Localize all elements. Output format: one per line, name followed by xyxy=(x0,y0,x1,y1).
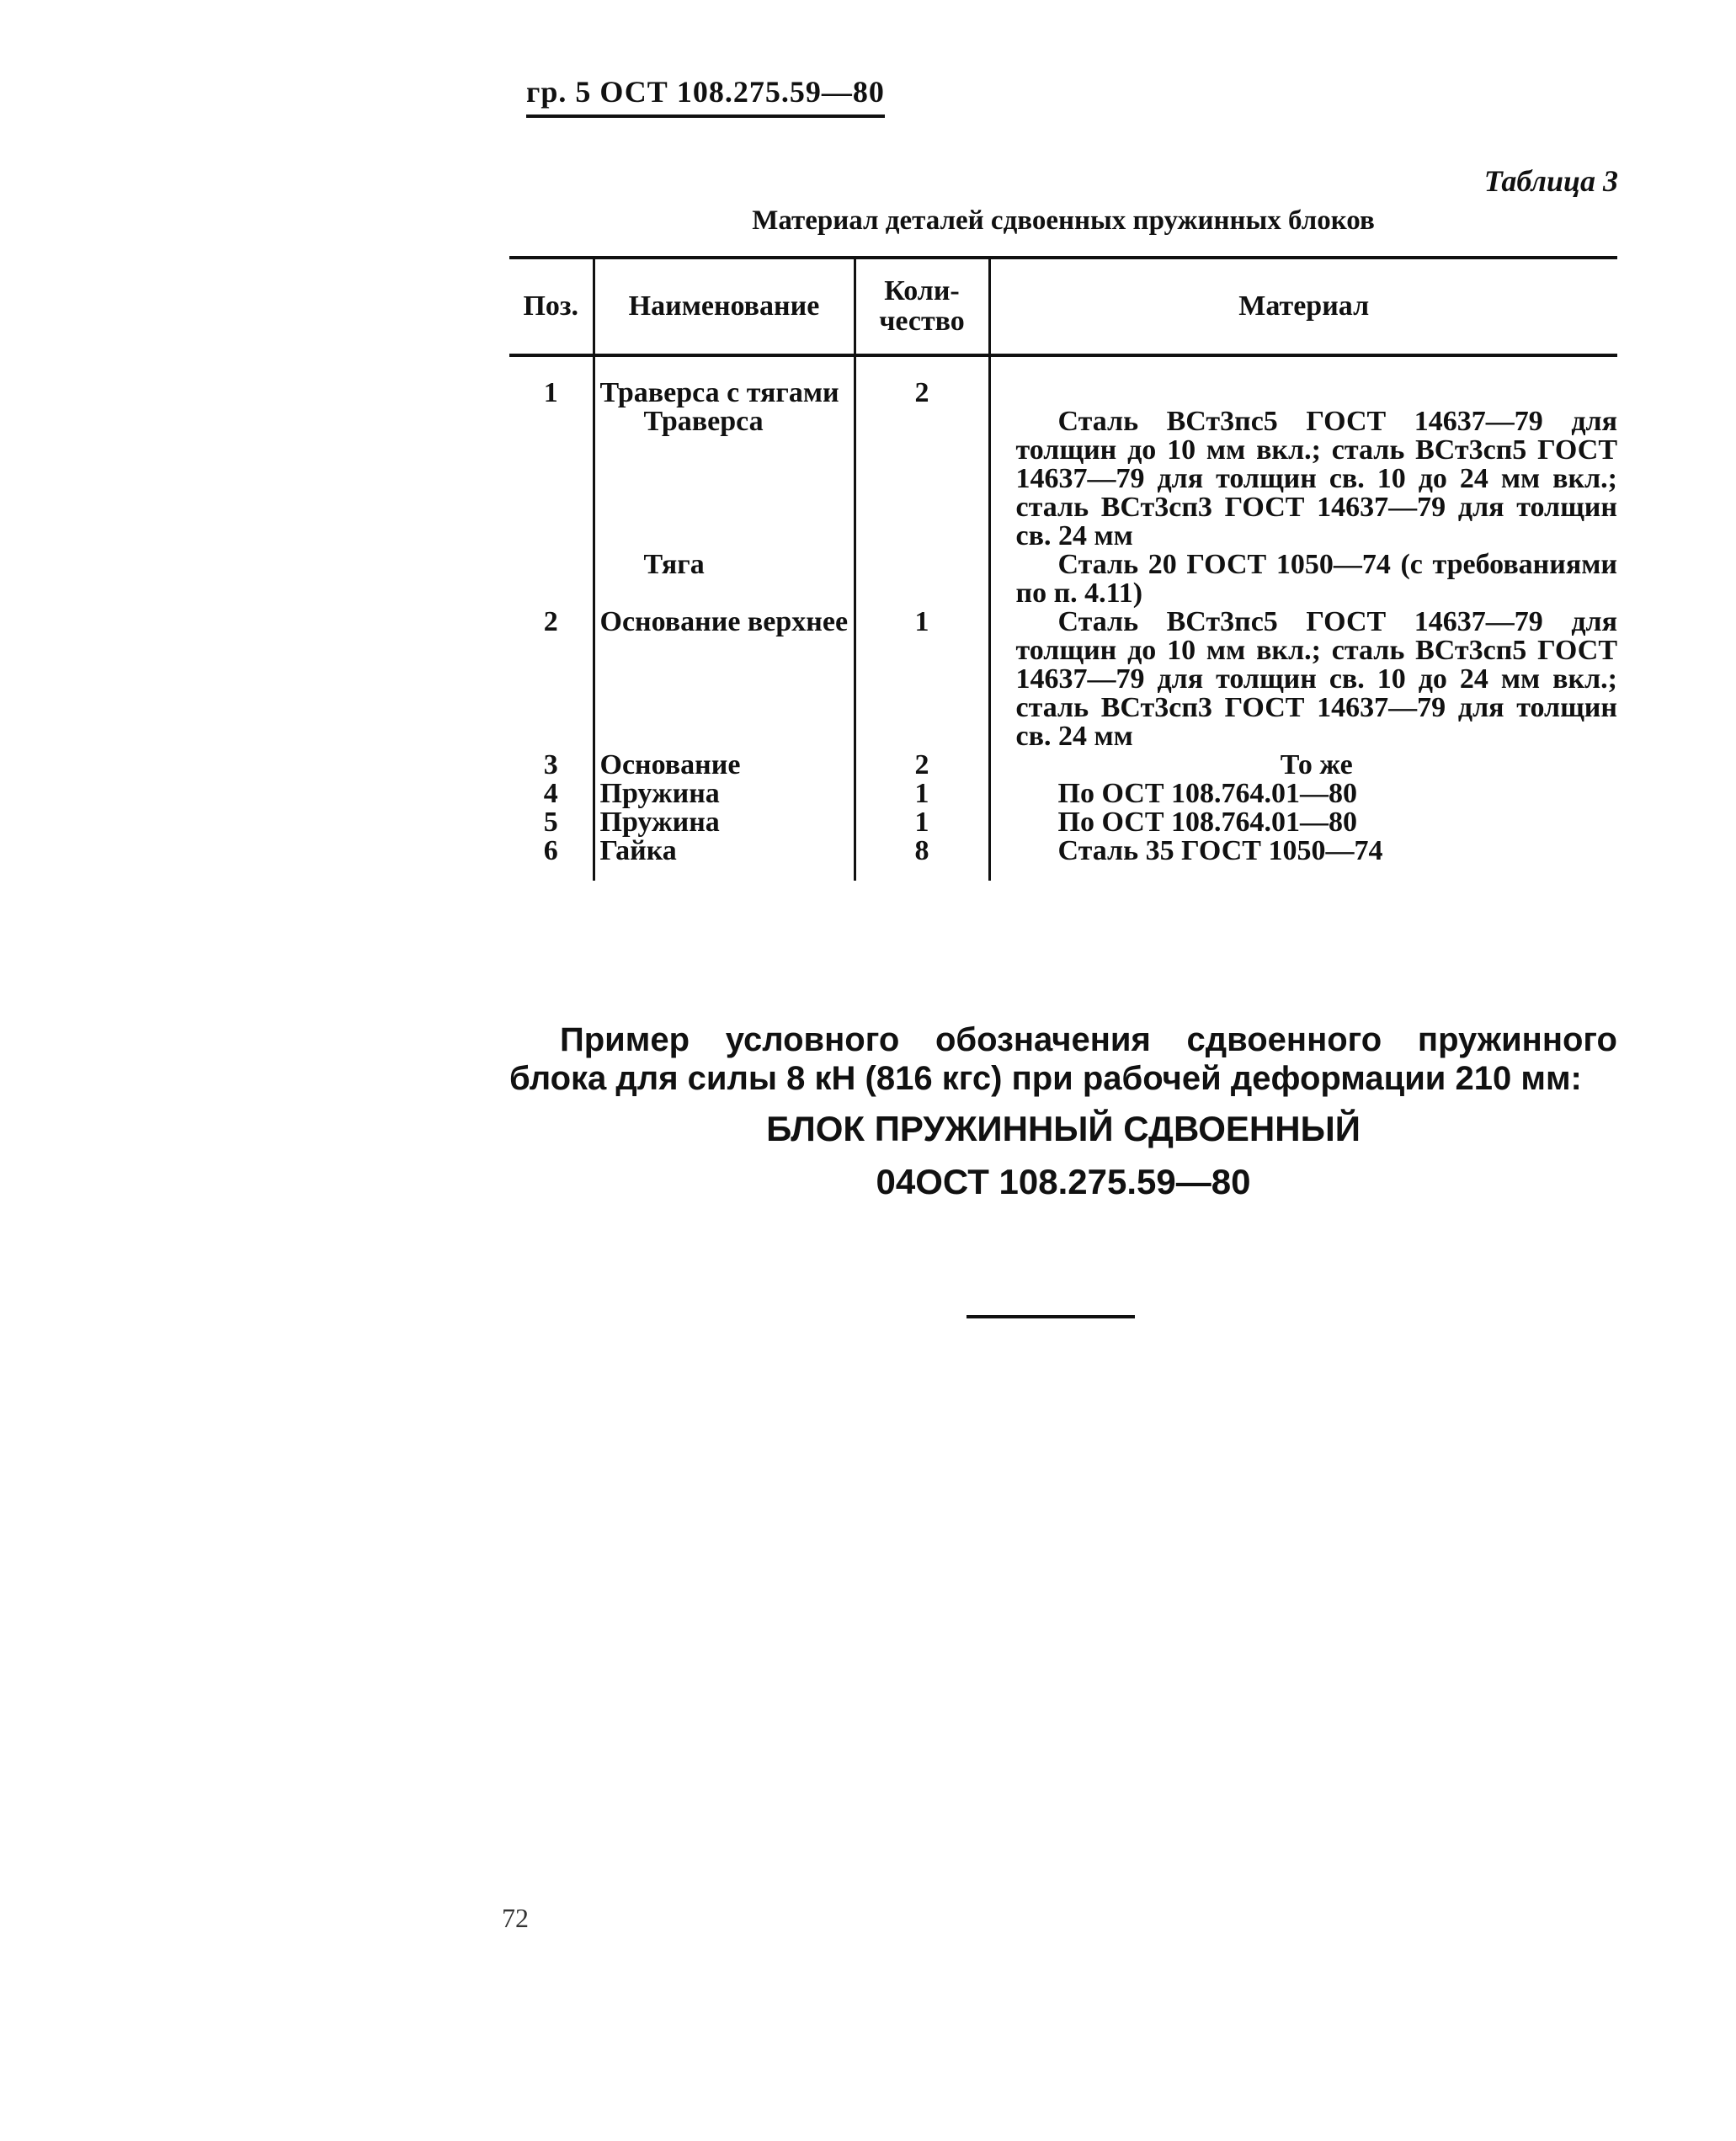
cell-qty xyxy=(855,407,989,551)
designation-line-2: 04ОСТ 108.275.59—80 xyxy=(876,1162,1251,1201)
table-label: Таблица 3 xyxy=(1483,164,1618,198)
header-name: Наименование xyxy=(594,258,855,355)
cell-pos: 4 xyxy=(543,778,558,809)
cell-name: Пружина xyxy=(594,808,855,837)
cell-qty: 1 xyxy=(855,808,989,837)
page-number: 72 xyxy=(502,1903,529,1933)
table-row xyxy=(509,780,1617,808)
cell-qty xyxy=(855,551,989,608)
table-row xyxy=(509,407,1617,551)
cell-pos xyxy=(509,407,594,551)
section-divider xyxy=(967,1315,1135,1318)
table-row xyxy=(509,751,1617,780)
cell-pos: 1 xyxy=(543,377,558,408)
table-row xyxy=(509,608,1617,751)
cell-material xyxy=(989,355,1617,407)
table-row xyxy=(509,808,1617,837)
header-pos: Поз. xyxy=(509,258,594,355)
cell-pos: 6 xyxy=(543,835,558,866)
cell-material: Сталь ВСт3пс5 ГОСТ 14637—79 для толщин до 10 мм вкл.; сталь ВСт3сп5 ГОСТ 14637—79 для толщин св. 10 до 24 мм вкл.; сталь ВСт3сп3 ГОСТ 14637—79 для толщин св. 24 мм xyxy=(989,608,1617,751)
cell-qty: 1 xyxy=(855,608,989,751)
cell-qty: 1 xyxy=(855,780,989,808)
cell-material: По ОСТ 108.764.01—80 xyxy=(989,808,1617,837)
cell-material: По ОСТ 108.764.01—80 xyxy=(989,780,1617,808)
header-material: Материал xyxy=(989,258,1617,355)
cell-name: Основание xyxy=(594,751,855,780)
table-title: Материал деталей сдвоенных пружинных блоков xyxy=(752,205,1375,236)
cell-pos: 2 xyxy=(543,606,558,637)
cell-name: Гайка xyxy=(594,837,855,881)
table-row xyxy=(509,837,1617,881)
cell-material: Сталь 20 ГОСТ 1050—74 (с требованиями по п. 4.11) xyxy=(989,551,1617,608)
cell-name: Тяга xyxy=(594,551,855,608)
cell-material: Сталь 35 ГОСТ 1050—74 xyxy=(989,837,1617,881)
header-qty-text: Коли- чество xyxy=(879,275,965,337)
page-header: гр. 5 ОСТ 108.275.59—80 xyxy=(526,74,885,118)
table-row xyxy=(509,355,1617,407)
header-qty xyxy=(855,258,989,355)
designation-line-1: БЛОК ПРУЖИННЫЙ СДВОЕННЫЙ xyxy=(766,1109,1361,1148)
cell-pos: 3 xyxy=(543,749,558,780)
materials-table xyxy=(509,256,1617,881)
table-row xyxy=(509,551,1617,608)
cell-material: То же xyxy=(989,751,1617,780)
cell-name: Траверса xyxy=(594,407,855,551)
cell-material: Сталь ВСт3пс5 ГОСТ 14637—79 для толщин до 10 мм вкл.; сталь ВСт3сп5 ГОСТ 14637—79 для толщин св. 10 до 24 мм вкл.; сталь ВСт3сп3 ГОСТ 14637—79 для толщин св. 24 мм xyxy=(989,407,1617,551)
cell-qty: 2 xyxy=(855,751,989,780)
designation-example-text: Пример условного обозначения сдвоенного пружинного блока для силы 8 кН (816 кгс) при рабочей деформации 210 мм: xyxy=(509,1021,1617,1097)
cell-name: Основание верхнее xyxy=(594,608,855,751)
cell-qty: 8 xyxy=(855,837,989,881)
table-header-row xyxy=(509,258,1617,355)
cell-pos xyxy=(509,551,594,608)
cell-name: Траверса с тягами xyxy=(594,355,855,407)
cell-qty: 2 xyxy=(855,355,989,407)
cell-name: Пружина xyxy=(594,780,855,808)
cell-pos: 5 xyxy=(543,807,558,838)
